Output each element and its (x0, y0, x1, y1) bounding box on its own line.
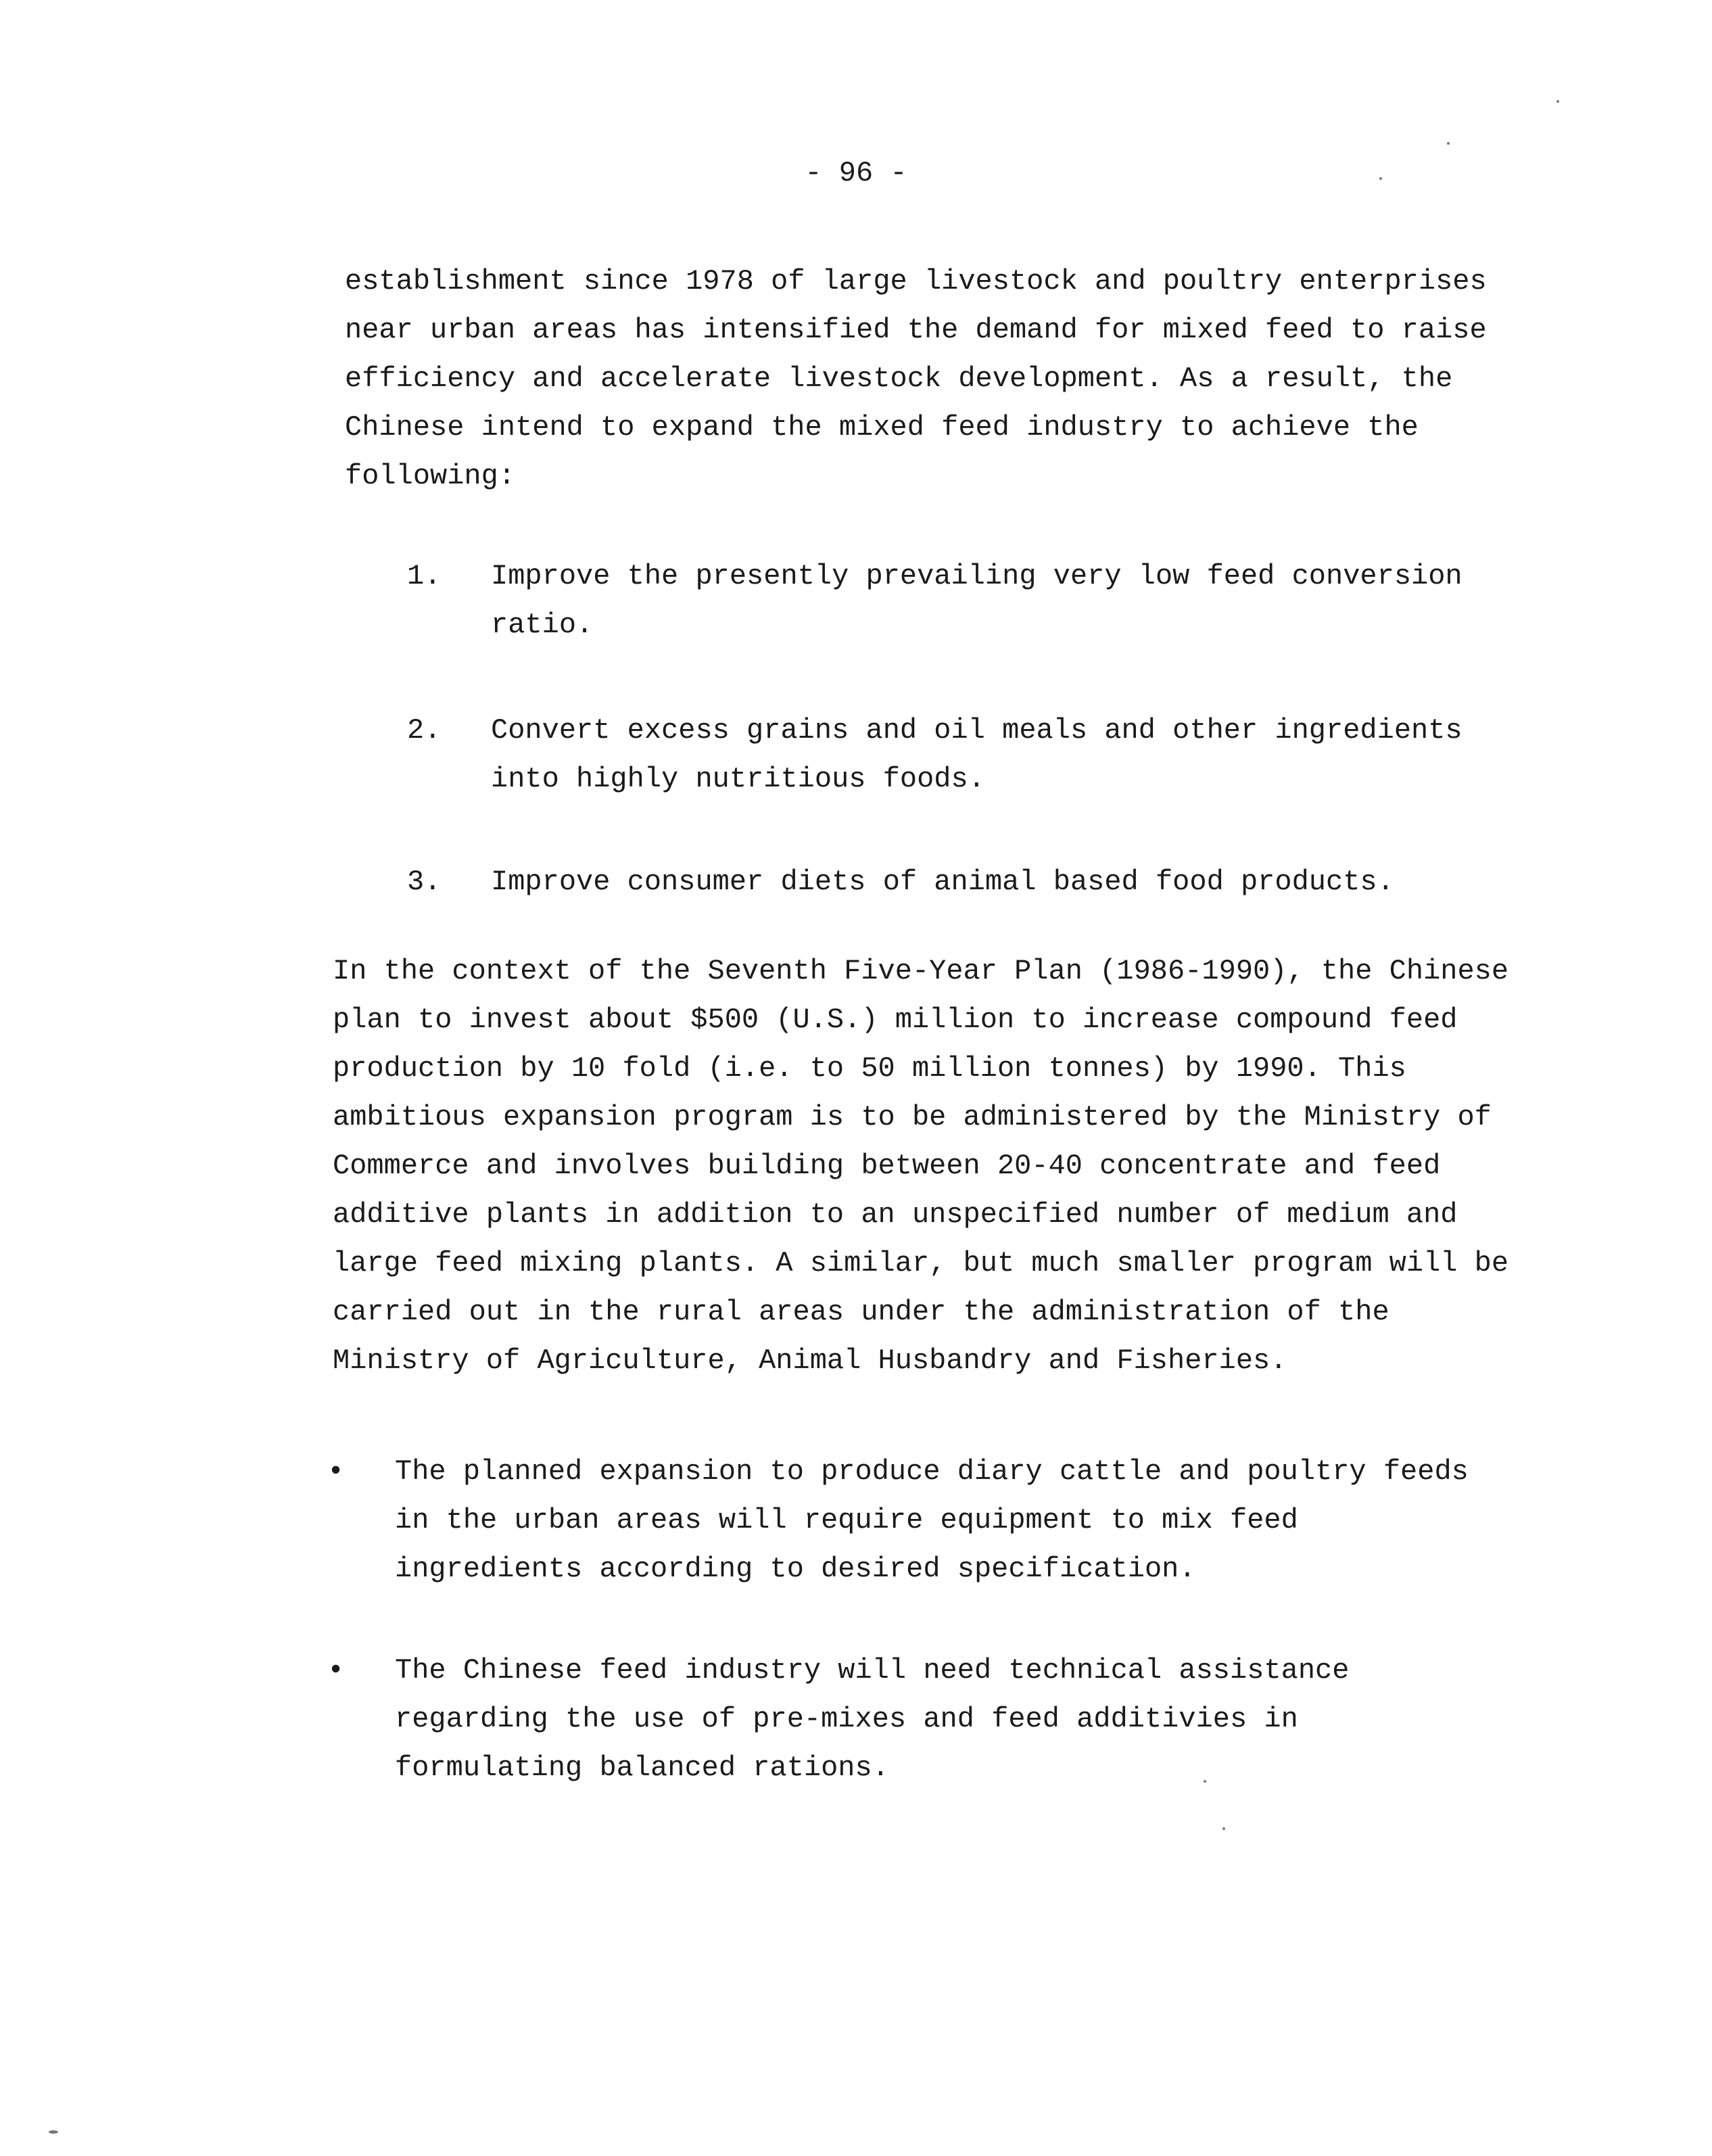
list-marker: 1. (407, 560, 442, 592)
list-item-text: Convert excess grains and oil meals and other ingredients into highly nutritious foods. (491, 714, 1463, 795)
bullet-item-text: The planned expansion to produce diary cattle and poultry feeds in the urban areas will require equipment to mix feed ingredients according to desired specification. (395, 1455, 1469, 1585)
bullet-icon: • (327, 1455, 345, 1488)
page-number: - 96 - (805, 157, 907, 189)
bullet-list-item (327, 1447, 1504, 1610)
numbered-list-item (407, 706, 1516, 814)
list-item-text: Improve the presently prevailing very low feed conversion ratio. (491, 560, 1463, 641)
scan-speck (1204, 1780, 1206, 1783)
numbered-list-item (407, 858, 1516, 912)
bullet-list-item (327, 1646, 1504, 1808)
bullet-item-text: The Chinese feed industry will need technical assistance regarding the use of pre-mixes and feed additivies in formulating balanced rations. (395, 1654, 1350, 1784)
scan-speck (1447, 142, 1450, 145)
list-marker: 3. (407, 866, 442, 898)
scan-speck (1379, 177, 1382, 180)
numbered-list-item (407, 552, 1516, 660)
list-marker: 2. (407, 714, 442, 747)
scan-speck (1222, 1827, 1225, 1830)
bullet-icon: • (327, 1654, 345, 1687)
paragraph-intro: establishment since 1978 of large livestock and poultry enterprises near urban areas has intensified the demand for mixed feed to raise efficiency and accelerate livestock development. As a result, the Chinese intend to expand the mixed feed industry to achieve the following: (345, 265, 1487, 492)
list-item-text: Improve consumer diets of animal based food products. (491, 866, 1394, 898)
scan-speck (1556, 100, 1559, 103)
paragraph-seventh-plan: In the context of the Seventh Five-Year Plan (1986-1990), the Chinese plan to invest about $500 (U.S.) million to increase compound feed production by 10 fold (i.e. to 50 million tonnes) by 1990. This ambitious expansion program is to be administered by the Ministry of Commerce and involves building between 20-40 concentrate and feed additive plants in addition to an unspecified number of medium and large feed mixing plants. A similar, but much smaller program will be carried out in the rural areas under the administration of the Ministry of Agriculture, Animal Husbandry and Fisheries. (333, 955, 1509, 1377)
scan-speck (49, 2130, 58, 2134)
